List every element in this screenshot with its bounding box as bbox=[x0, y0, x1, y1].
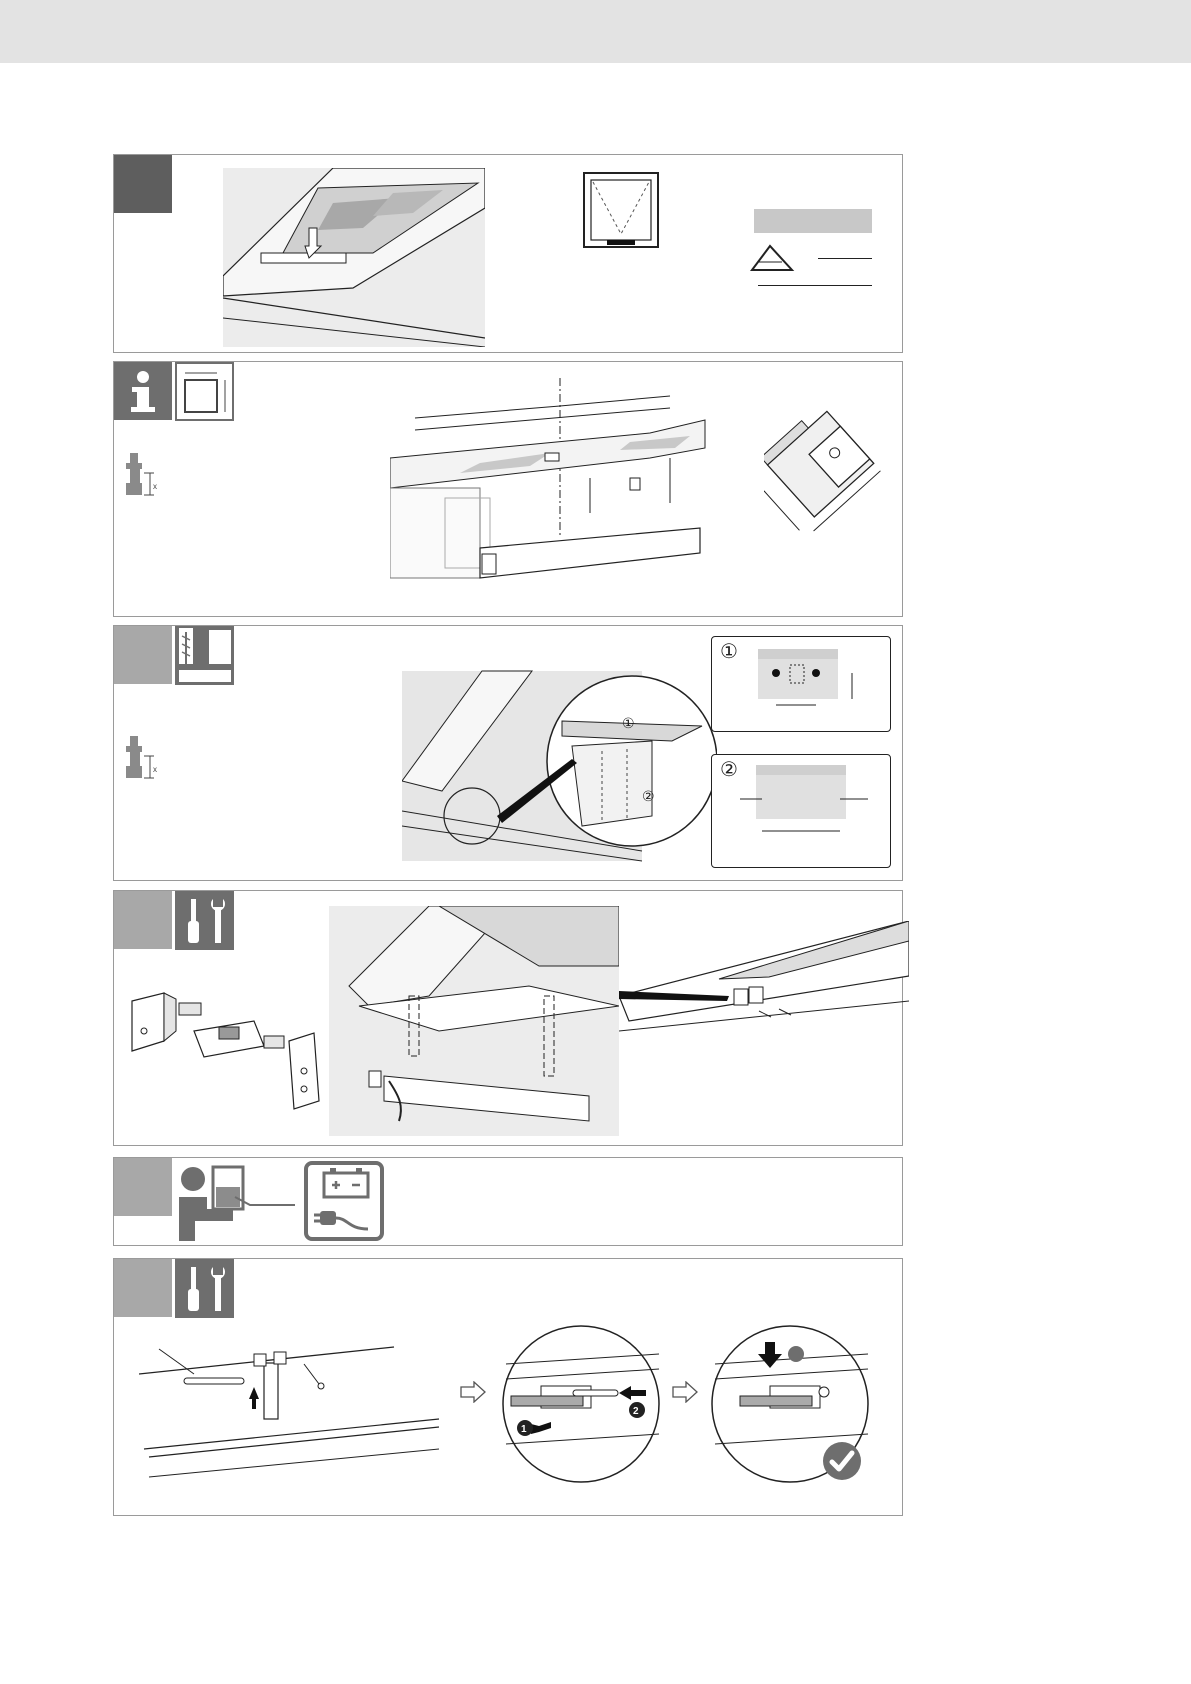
illustration-drilling-positions bbox=[402, 651, 717, 866]
svg-text:x: x bbox=[153, 765, 157, 774]
callout-2: ② bbox=[642, 789, 655, 805]
svg-text:x: x bbox=[153, 482, 157, 491]
electrician-icon bbox=[175, 1161, 295, 1241]
step-number-box bbox=[114, 155, 172, 213]
sequence-1-label: 1 bbox=[521, 1424, 527, 1435]
illustration-chain-bracket bbox=[139, 1329, 439, 1489]
detail-1-number: ① bbox=[720, 639, 738, 663]
callout-1: ① bbox=[622, 716, 635, 732]
power-supply-icon bbox=[304, 1161, 384, 1241]
detail-2-number: ② bbox=[720, 757, 738, 781]
illustration-open-skylight bbox=[223, 168, 485, 347]
tools-icon bbox=[175, 891, 234, 950]
arrow-next-icon bbox=[672, 1381, 698, 1403]
spec-line bbox=[758, 285, 872, 286]
info-box bbox=[114, 362, 172, 420]
checkmark-icon bbox=[822, 1441, 862, 1481]
step-panel-2 bbox=[113, 361, 903, 617]
arrow-next-icon bbox=[460, 1381, 486, 1403]
info-icon bbox=[114, 362, 172, 420]
step-number-box bbox=[114, 626, 172, 684]
step-panel-1 bbox=[113, 154, 903, 353]
illustration-pin-insertion bbox=[501, 1324, 661, 1484]
clearance-icon bbox=[124, 734, 166, 782]
step-panel-3 bbox=[113, 625, 903, 881]
step-panel-6 bbox=[113, 1258, 903, 1516]
step-panel-5 bbox=[113, 1157, 903, 1246]
illustration-installation-dimensions bbox=[390, 378, 730, 588]
step-number-box bbox=[114, 891, 172, 949]
header-band bbox=[0, 0, 1191, 63]
illustration-brackets bbox=[124, 991, 329, 1111]
spec-line bbox=[818, 258, 872, 259]
detail-2-drawing bbox=[732, 761, 882, 851]
detail-box-1 bbox=[711, 636, 891, 732]
clearance-icon bbox=[124, 451, 166, 499]
detail-1-drawing bbox=[742, 645, 882, 727]
illustration-frame-section bbox=[764, 404, 904, 554]
drill-icon bbox=[175, 626, 234, 685]
window-opening-icon bbox=[583, 172, 659, 248]
step-number-box bbox=[114, 1259, 172, 1317]
spec-table bbox=[754, 209, 872, 233]
tools-icon bbox=[175, 1259, 234, 1318]
roof-pitch-icon bbox=[748, 240, 796, 274]
illustration-motor-assembly bbox=[329, 906, 619, 1136]
step-number-box bbox=[114, 1158, 172, 1216]
sequence-2-label: 2 bbox=[633, 1406, 639, 1417]
illustration-bracket-detail bbox=[619, 921, 909, 1061]
step-panel-4 bbox=[113, 890, 903, 1146]
dimensions-icon bbox=[175, 362, 234, 421]
detail-box-2 bbox=[711, 754, 891, 868]
